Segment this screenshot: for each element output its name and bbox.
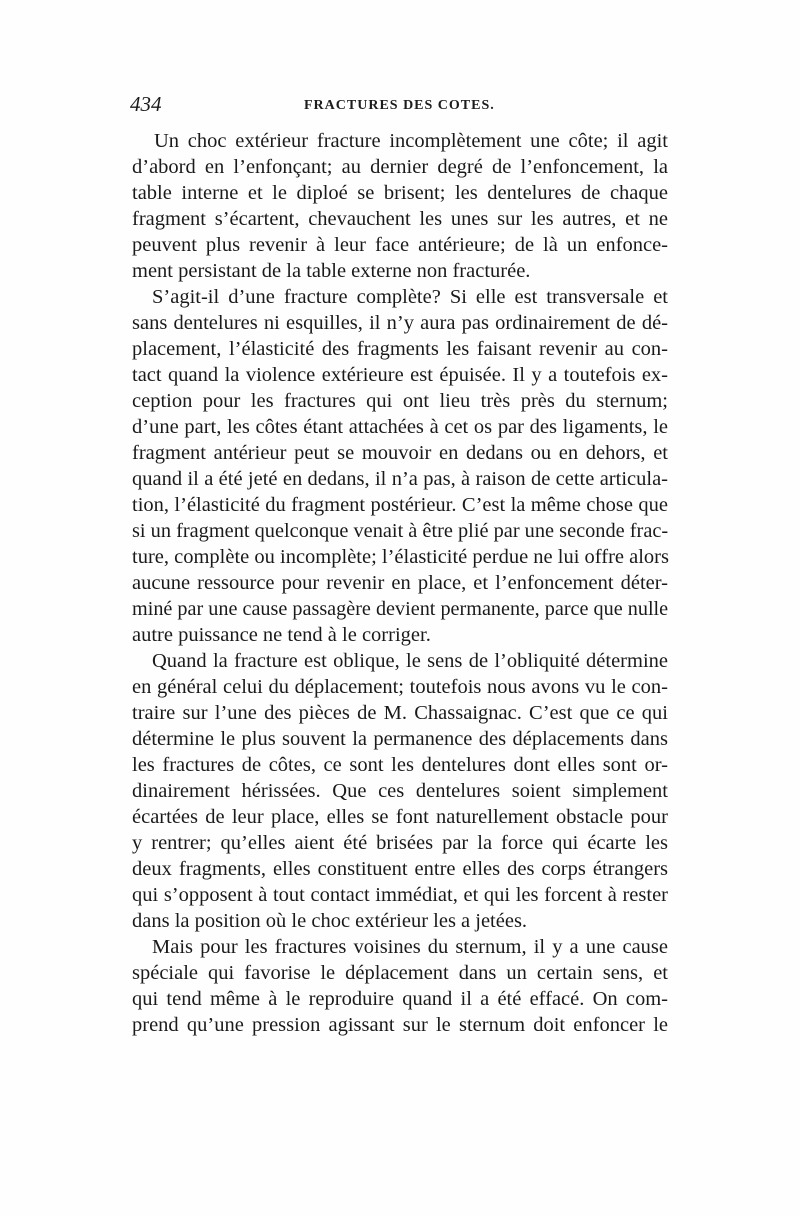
text-line: fragment s’écartent, chevauchent les unes sur les autres, et ne	[132, 208, 668, 230]
text-line: d’abord en l’enfonçant; au dernier degré de l’enfoncement, la	[132, 156, 668, 178]
text-line: deux fragments, elles constituent entre elles des corps étrangers	[132, 858, 668, 880]
text-line: ception pour les fractures qui ont lieu très près du sternum;	[132, 390, 668, 412]
text-line: autre puissance ne tend à le corriger.	[132, 624, 431, 646]
text-line: dinairement hérissées. Que ces dentelures soient simplement	[132, 780, 668, 802]
text-line: placement, l’élasticité des fragments les faisant revenir au con-	[132, 338, 668, 360]
text-line: sans dentelures ni esquilles, il n’y aura pas ordinairement de dé-	[132, 312, 668, 334]
text-line: quand il a été jeté en dedans, il n’a pas, à raison de cette articula-	[132, 468, 668, 490]
text-line: traire sur l’une des pièces de M. Chassaignac. C’est que ce qui	[132, 702, 668, 724]
text-line: Mais pour les fractures voisines du sternum, il y a une cause	[152, 936, 668, 958]
text-line: tion, l’élasticité du fragment postérieur. C’est la même chose que	[132, 494, 668, 516]
text-line: prend qu’une pression agissant sur le sternum doit enfoncer le	[132, 1014, 668, 1036]
text-line: Quand la fracture est oblique, le sens de l’obliquité détermine	[152, 650, 668, 672]
text-line: ture, complète ou incomplète; l’élasticité perdue ne lui offre alors	[132, 546, 669, 568]
text-line: table interne et le diploé se brisent; les dentelures de chaque	[132, 182, 668, 204]
running-title: FRACTURES DES COTES.	[304, 98, 495, 113]
text-line: qui tend même à le reproduire quand il a été effacé. On com-	[132, 988, 668, 1010]
text-line: fragment antérieur peut se mouvoir en dedans ou en dehors, et	[132, 442, 668, 464]
page-number: 434	[130, 92, 162, 116]
text-line: qui s’opposent à tout contact immédiat, et qui les forcent à rester	[132, 884, 668, 906]
page-header	[130, 92, 670, 122]
text-line: ment persistant de la table externe non fracturée.	[132, 260, 531, 282]
text-line: aucune ressource pour revenir en place, et l’enfoncement déter-	[132, 572, 668, 594]
text-line: peuvent plus revenir à leur face antérieure; de là un enfonce-	[132, 234, 668, 256]
text-line: tact quand la violence extérieure est épuisée. Il y a toutefois ex-	[132, 364, 668, 386]
text-line: les fractures de côtes, ce sont les dentelures dont elles sont or-	[132, 754, 668, 776]
text-line: spéciale qui favorise le déplacement dans un certain sens, et	[132, 962, 668, 984]
text-line: d’une part, les côtes étant attachées à cet os par des ligaments, le	[132, 416, 668, 438]
text-line: détermine le plus souvent la permanence des déplacements dans	[132, 728, 668, 750]
text-line: miné par une cause passagère devient permanente, parce que nulle	[132, 598, 669, 620]
text-line: dans la position où le choc extérieur les a jetées.	[132, 910, 528, 932]
text-line: écartées de leur place, elles se font naturellement obstacle pour	[132, 806, 668, 828]
text-line: Un choc extérieur fracture incomplètement une côte; il agit	[154, 130, 668, 152]
text-line: S’agit-il d’une fracture complète? Si elle est transversale et	[152, 286, 668, 308]
text-line: en général celui du déplacement; toutefois nous avons vu le con-	[132, 676, 668, 698]
text-line: si un fragment quelconque venait à être plié par une seconde frac-	[132, 520, 669, 542]
text-line: y rentrer; qu’elles aient été brisées par la force qui écarte les	[132, 832, 668, 854]
